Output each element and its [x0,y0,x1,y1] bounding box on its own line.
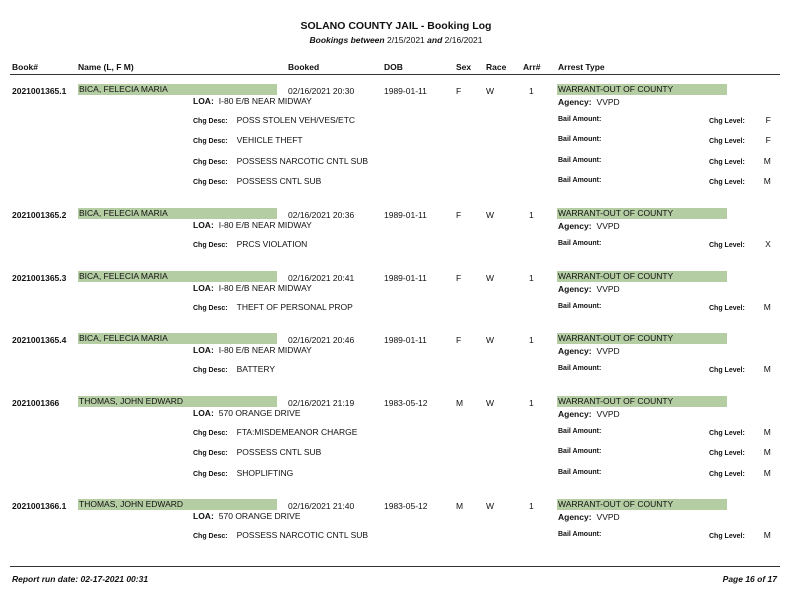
chg-desc-label: Chg Desc: [193,430,228,437]
bail-amount-label: Bail Amount: [558,448,602,456]
date-from: 2/15/2021 [386,35,425,45]
sex: M [456,501,464,511]
arrest-type: WARRANT-OUT OF COUNTY [557,396,727,407]
charge-description [193,530,368,540]
booked-datetime: 02/16/2021 20:41 [288,273,355,283]
loa-label: LOA: [193,408,214,418]
report-subtitle [0,35,792,45]
chg-desc-label: Chg Desc: [193,118,228,125]
chg-desc-value: POSSESS CNTL SUB [236,447,322,458]
report-title: SOLANO COUNTY JAIL - Booking Log [300,20,492,32]
race: W [486,210,495,220]
charge-description [193,427,357,437]
agency [558,409,620,419]
sex: M [456,398,464,408]
loa-label: LOA: [193,345,214,355]
chg-desc-value: SHOPLIFTING [236,467,294,478]
agency-value: VVPD [596,97,620,107]
charge-row [0,135,792,147]
chg-desc-value: FTA:MISDEMEANOR CHARGE [236,427,358,437]
charge-level [709,176,771,186]
chg-desc-value: BATTERY [236,364,276,374]
chg-level-value: M [763,530,771,540]
agency-label: Agency: [558,284,592,294]
chg-level-label: Chg Level: [709,533,745,540]
charge-row [0,239,792,251]
sex: F [456,335,462,345]
col-header-name: Name (L, F M) [78,62,134,72]
location-of-arrest [193,408,301,418]
race: W [486,86,495,96]
agency-label: Agency: [558,409,592,419]
charge-description [193,239,307,249]
chg-level-label: Chg Level: [709,367,745,374]
charge-description [193,156,368,166]
charge-row [0,364,792,376]
loa-label: LOA: [193,511,214,521]
loa-label: LOA: [193,96,214,106]
inmate-name: BICA, FELECIA MARIA [78,84,277,95]
sex: F [456,273,462,283]
date-of-birth: 1989-01-11 [384,86,427,96]
agency-label: Agency: [558,221,592,231]
date-of-birth: 1989-01-11 [384,210,427,220]
date-of-birth: 1989-01-11 [384,335,427,345]
arrest-number: 1 [529,273,534,283]
subtitle-and: and [427,35,443,45]
chg-level-label: Chg Level: [709,178,745,186]
chg-desc-value: VEHICLE THEFT [236,135,303,146]
charge-row [0,468,792,480]
chg-desc-value: POSSESS CNTL SUB [236,175,322,186]
chg-desc-value: THEFT OF PERSONAL PROP [236,302,353,312]
charge-description [193,468,293,478]
sex: F [456,86,462,96]
inmate-name: THOMAS, JOHN EDWARD [78,499,277,510]
charge-description [193,364,275,374]
bail-amount-label: Bail Amount: [558,156,602,164]
bail-amount-label: Bail Amount: [558,176,602,184]
agency [558,284,620,294]
charge-level [709,427,771,437]
chg-desc-label: Chg Desc: [193,367,228,374]
bail-amount-label: Bail Amount: [558,116,602,123]
book-number: 2021001365.1 [12,86,67,96]
arrest-number: 1 [529,501,534,511]
charge-level [709,115,771,125]
charge-description [193,115,355,125]
date-of-birth: 1983-05-12 [384,501,428,511]
loa-label: LOA: [193,283,214,293]
charge-row [0,447,792,459]
chg-level-value: X [765,239,771,249]
charge-level [709,302,771,312]
loa-value: 570 ORANGE DRIVE [218,408,301,418]
chg-level-value: F [765,115,771,125]
booked-datetime: 02/16/2021 21:19 [288,398,355,408]
chg-desc-label: Chg Desc: [193,470,228,478]
agency [558,97,620,107]
date-of-birth: 1983-05-12 [384,398,428,408]
charge-description [193,302,353,312]
chg-level-value: M [763,467,771,478]
col-header-arr: Arr# [523,62,541,72]
chg-desc-label: Chg Desc: [193,158,228,166]
chg-level-label: Chg Level: [709,138,745,146]
chg-level-value: F [765,135,771,146]
booked-datetime: 02/16/2021 20:36 [288,210,355,220]
footer-rule [10,566,780,567]
page-number: Page 16 of 17 [722,574,777,584]
subtitle-prefix: Bookings between [309,35,385,45]
sex: F [456,210,462,220]
agency-label: Agency: [558,512,592,522]
bail-amount-label: Bail Amount: [558,428,602,435]
race: W [486,398,495,408]
book-number: 2021001365.2 [12,210,67,220]
book-number: 2021001366 [12,398,60,408]
charge-level [709,135,771,145]
agency-value: VVPD [596,409,620,419]
agency [558,346,620,356]
charge-level [709,239,771,249]
agency-label: Agency: [558,346,592,356]
chg-level-value: M [763,175,771,186]
chg-level-label: Chg Level: [709,305,745,312]
charge-level [709,530,771,540]
bail-amount-label: Bail Amount: [558,240,602,247]
loa-value: I-80 E/B NEAR MIDWAY [218,96,312,106]
booked-datetime: 02/16/2021 20:46 [288,335,355,345]
charge-row [0,427,792,439]
chg-desc-label: Chg Desc: [193,533,228,540]
race: W [486,273,495,283]
header-rule [10,74,780,75]
arrest-type: WARRANT-OUT OF COUNTY [557,208,727,219]
agency-label: Agency: [558,97,592,107]
report-run-date: Report run date: 02-17-2021 00:31 [12,574,149,584]
bail-amount-label: Bail Amount: [558,303,602,310]
charge-description [193,135,303,145]
charge-level [709,156,771,166]
chg-desc-value: POSSESS NARCOTIC CNTL SUB [236,155,369,166]
chg-desc-label: Chg Desc: [193,178,228,186]
chg-level-value: M [763,302,771,312]
arrest-type: WARRANT-OUT OF COUNTY [557,84,727,95]
location-of-arrest [193,96,312,106]
charge-level [709,468,771,478]
charge-row [0,176,792,188]
chg-level-label: Chg Level: [709,118,745,125]
book-number: 2021001365.4 [12,335,67,345]
chg-desc-value: POSSESS NARCOTIC CNTL SUB [236,530,369,540]
chg-level-label: Chg Level: [709,430,745,437]
charge-row [0,530,792,542]
agency-value: VVPD [596,284,620,294]
arrest-type: WARRANT-OUT OF COUNTY [557,499,727,510]
arrest-number: 1 [529,86,534,96]
inmate-name: BICA, FELECIA MARIA [78,208,277,219]
loa-value: I-80 E/B NEAR MIDWAY [218,220,312,230]
loa-value: I-80 E/B NEAR MIDWAY [218,283,312,293]
chg-desc-label: Chg Desc: [193,450,228,458]
agency-value: VVPD [596,346,620,356]
chg-desc-label: Chg Desc: [193,242,228,249]
col-header-race: Race [486,62,507,72]
chg-desc-value: POSS STOLEN VEH/VES/ETC [236,115,356,125]
charge-row [0,302,792,314]
chg-level-label: Chg Level: [709,158,745,166]
chg-level-value: M [763,447,771,458]
charge-row [0,156,792,168]
inmate-name: BICA, FELECIA MARIA [78,333,277,344]
arrest-type: WARRANT-OUT OF COUNTY [557,333,727,344]
chg-level-value: M [763,155,771,166]
arrest-number: 1 [529,210,534,220]
inmate-name: THOMAS, JOHN EDWARD [78,396,277,407]
chg-desc-label: Chg Desc: [193,305,228,312]
col-header-arrest-type: Arrest Type [558,62,605,72]
race: W [486,501,495,511]
location-of-arrest [193,345,312,355]
book-number: 2021001365.3 [12,273,67,283]
agency [558,221,620,231]
booked-datetime: 02/16/2021 20:30 [288,86,355,96]
bail-amount-label: Bail Amount: [558,136,602,144]
location-of-arrest [193,220,312,230]
arrest-number: 1 [529,335,534,345]
chg-level-value: M [763,364,771,374]
chg-level-label: Chg Level: [709,450,745,458]
race: W [486,335,495,345]
arrest-number: 1 [529,398,534,408]
charge-row [0,115,792,127]
col-header-dob: DOB [384,62,403,72]
charge-level [709,447,771,457]
date-to: 2/16/2021 [444,35,483,45]
charge-description [193,447,321,457]
location-of-arrest [193,511,301,521]
inmate-name: BICA, FELECIA MARIA [78,271,277,282]
booked-datetime: 02/16/2021 21:40 [288,501,355,511]
col-header-sex: Sex [456,62,472,72]
loa-value: 570 ORANGE DRIVE [218,511,301,521]
location-of-arrest [193,283,312,293]
chg-level-label: Chg Level: [709,242,745,249]
chg-level-value: M [763,427,771,437]
chg-desc-label: Chg Desc: [193,138,228,146]
chg-level-label: Chg Level: [709,470,745,478]
agency [558,512,620,522]
col-header-booked: Booked [288,62,320,72]
col-header-book: Book# [12,62,38,72]
charge-level [709,364,771,374]
bail-amount-label: Bail Amount: [558,531,602,538]
loa-label: LOA: [193,220,214,230]
arrest-type: WARRANT-OUT OF COUNTY [557,271,727,282]
loa-value: I-80 E/B NEAR MIDWAY [218,345,312,355]
charge-description [193,176,321,186]
bail-amount-label: Bail Amount: [558,468,602,476]
agency-value: VVPD [596,221,620,231]
chg-desc-value: PRCS VIOLATION [236,239,308,249]
bail-amount-label: Bail Amount: [558,365,602,372]
agency-value: VVPD [596,512,620,522]
book-number: 2021001366.1 [12,501,67,511]
date-of-birth: 1989-01-11 [384,273,427,283]
